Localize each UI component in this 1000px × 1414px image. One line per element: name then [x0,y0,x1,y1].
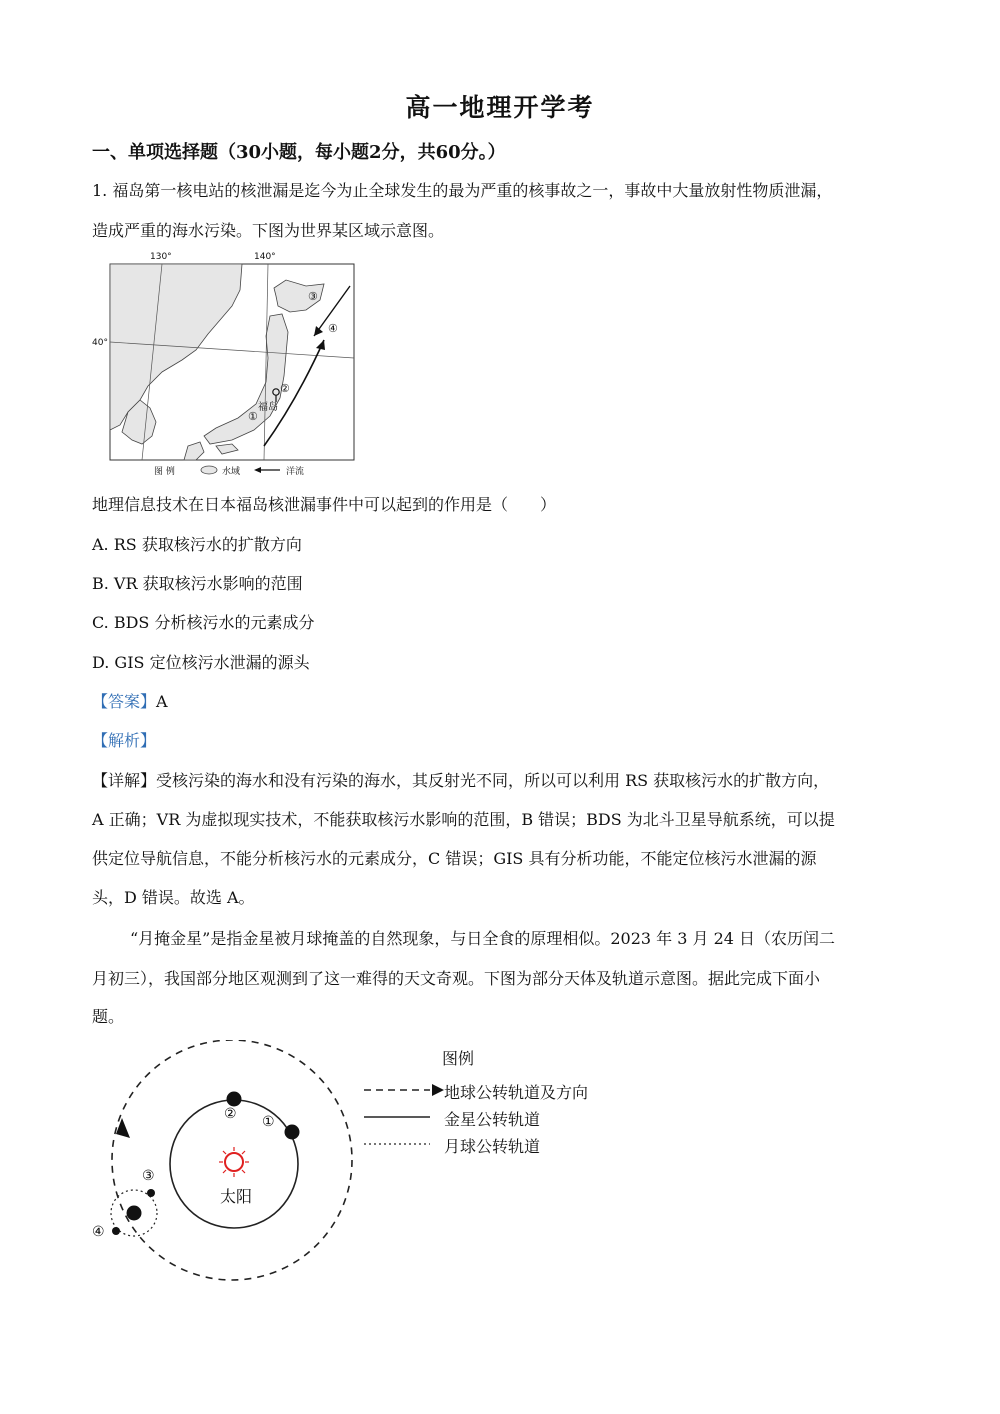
fukushima-label: 福岛 [258,402,278,413]
sun-label: 太阳 [220,1187,253,1206]
legend-moon-orbit: 月球公转轨道 [444,1137,541,1156]
water-legend-icon [200,465,218,475]
answer-row [92,689,168,712]
q1-option-d: D. GIS 定位核污水泄漏的源头 [92,653,310,672]
orbit-marker-4: ④ [92,1224,105,1240]
lon-label-140: 140° [254,252,276,262]
map-legend-current: 洋流 [286,467,305,477]
orbit-diagram [92,1040,632,1300]
page-title: 高一地理开学考 [405,93,595,122]
detail-line-1: 【详解】受核污染的海水和没有污染的海水，其反射光不同，所以可以利用 RS 获取核污水的扩散方向， [92,771,830,790]
answer-tag: 【答案】 [92,692,157,711]
q1-stem-line-2: 造成严重的海水污染。下图为世界某区域示意图。 [92,221,445,240]
orbit-marker-1: ① [262,1114,275,1130]
passage-line-3: 题。 [92,1007,125,1026]
map-marker-3: ③ [308,290,318,303]
map-legend-title: 图 例 [154,467,175,477]
q1-option-c: C. BDS 分析核污水的元素成分 [92,613,315,632]
map-marker-4: ④ [328,322,338,335]
map-marker-2: ② [280,382,290,395]
detail-line-2: A 正确；VR 为虚拟现实技术，不能获取核污水影响的范围，B 错误；BDS 为北斗卫星导航系统，可以提 [92,810,835,829]
orbit-marker-2: ② [224,1106,237,1122]
q1-option-a: A. RS 获取核污水的扩散方向 [92,535,302,554]
q1-option-b: B. VR 获取核污水影响的范围 [92,574,303,593]
detail-line-3: 供定位导航信息，不能分析核污水的元素成分，C 错误；GIS 具有分析功能，不能定位核污水泄漏的源 [92,849,817,868]
current-arrow-icon [252,465,282,475]
legend-earth-orbit: 地球公转轨道及方向 [444,1083,589,1102]
orbit-legend-title: 图例 [442,1049,475,1068]
lon-label-130: 130° [150,252,172,262]
section-heading: 一、单项选择题（30小题，每小题2分，共60分。） [92,142,506,163]
legend-venus-orbit: 金星公转轨道 [444,1110,541,1129]
japan-region-map [92,250,372,482]
q1-question: 地理信息技术在日本福岛核泄漏事件中可以起到的作用是（ ） [92,495,557,514]
passage-line-2: 月初三），我国部分地区观测到了这一难得的天文奇观。下图为部分天体及轨道示意图。据此完成下面小 [92,969,821,988]
lat-label-40: 40° [92,338,108,348]
detail-line-4: 头，D 错误。故选 A。 [92,888,255,907]
answer-value: A [156,692,168,711]
map-marker-1: ① [248,410,258,423]
analysis-tag: 【解析】 [92,731,157,750]
q1-stem-line-1: 1. 福岛第一核电站的核泄漏是迄今为止全球发生的最为严重的核事故之一，事故中大量放射性物质泄漏， [92,181,833,200]
orbit-marker-3: ③ [142,1168,155,1184]
map-legend-water: 水域 [222,467,241,477]
passage-line-1: “月掩金星”是指金星被月球掩盖的自然现象，与日全食的原理相似。2023 年 3 月 24 日（农历闰二 [130,929,836,948]
